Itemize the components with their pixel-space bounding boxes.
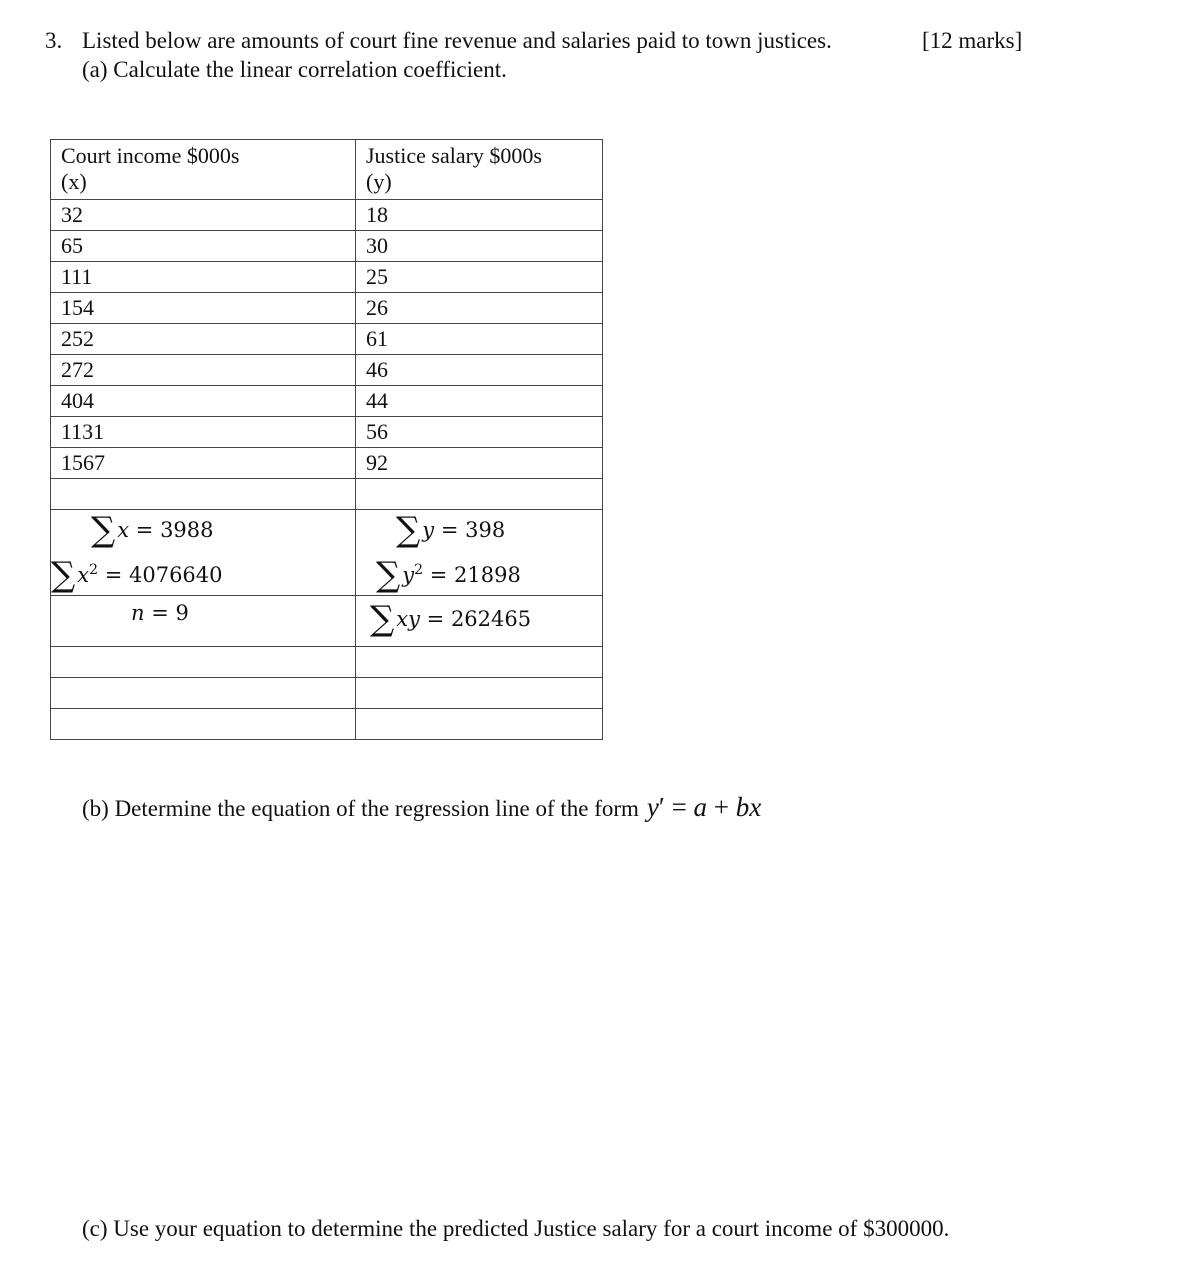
x-value: 32 [51,200,356,231]
table-row [51,293,603,324]
blank-row [51,709,603,740]
sigma-symbol: ∑ [91,510,116,550]
y-value: 25 [356,262,603,293]
table-row [51,417,603,448]
blank-row [51,647,603,678]
sum-y-cell: ∑y = 398 $\sum y^2 = 21898$ [356,510,603,596]
question-text: Listed below are amounts of court fine revenue and salaries paid to town justices. [82,28,832,53]
x-value: 65 [51,231,356,262]
sum-x2: $\sum x^2 = 4076640$ [51,555,223,595]
sum-row-2 [51,596,603,647]
y-value: 61 [356,324,603,355]
y-value: 46 [356,355,603,386]
n-cell: n = 9 [51,596,356,647]
data-table [50,139,603,740]
x-value: 252 [51,324,356,355]
sum-row-1 [51,510,603,596]
marks-label: [12 marks] [922,28,1023,53]
sum-y2: $\sum y^2 = 21898$ [376,555,521,595]
y-value: 30 [356,231,603,262]
table-header-row [51,140,603,200]
header-justice-salary: Justice salary $000s (y) [356,140,603,200]
regression-equation: y′ = a + bx [646,792,762,822]
table-row [51,200,603,231]
part-c-text: (c) Use your equation to determine the predicted Justice salary for a court income of $300000. [82,1216,950,1241]
y-value: 56 [356,417,603,448]
y-value: 26 [356,293,603,324]
table-row [51,448,603,479]
y-value: 18 [356,200,603,231]
part-b-text: (b) Determine the equation of the regression line of the form y′ = a + bx [82,792,762,822]
x-value: 111 [51,262,356,293]
table-row [51,386,603,417]
table-row [51,324,603,355]
x-value: 1567 [51,448,356,479]
part-a-text: (a) Calculate the linear correlation coefficient. [82,57,507,82]
x-value: 1131 [51,417,356,448]
x-value: 404 [51,386,356,417]
sum-xy-cell: ∑xy = 262465 [356,596,603,647]
x-value: 154 [51,293,356,324]
x-value: 272 [51,355,356,386]
table-row [51,262,603,293]
question-number: 3. [45,28,63,53]
blank-row [51,678,603,709]
y-value: 44 [356,386,603,417]
y-value: 92 [356,448,603,479]
header-court-income: Court income $000s (x) [51,140,356,200]
table-row [51,231,603,262]
table-row [51,355,603,386]
blank-row [51,479,603,510]
sum-x-cell: ∑x = 3988 $\sum x^2 = 4076640$ [51,510,356,596]
